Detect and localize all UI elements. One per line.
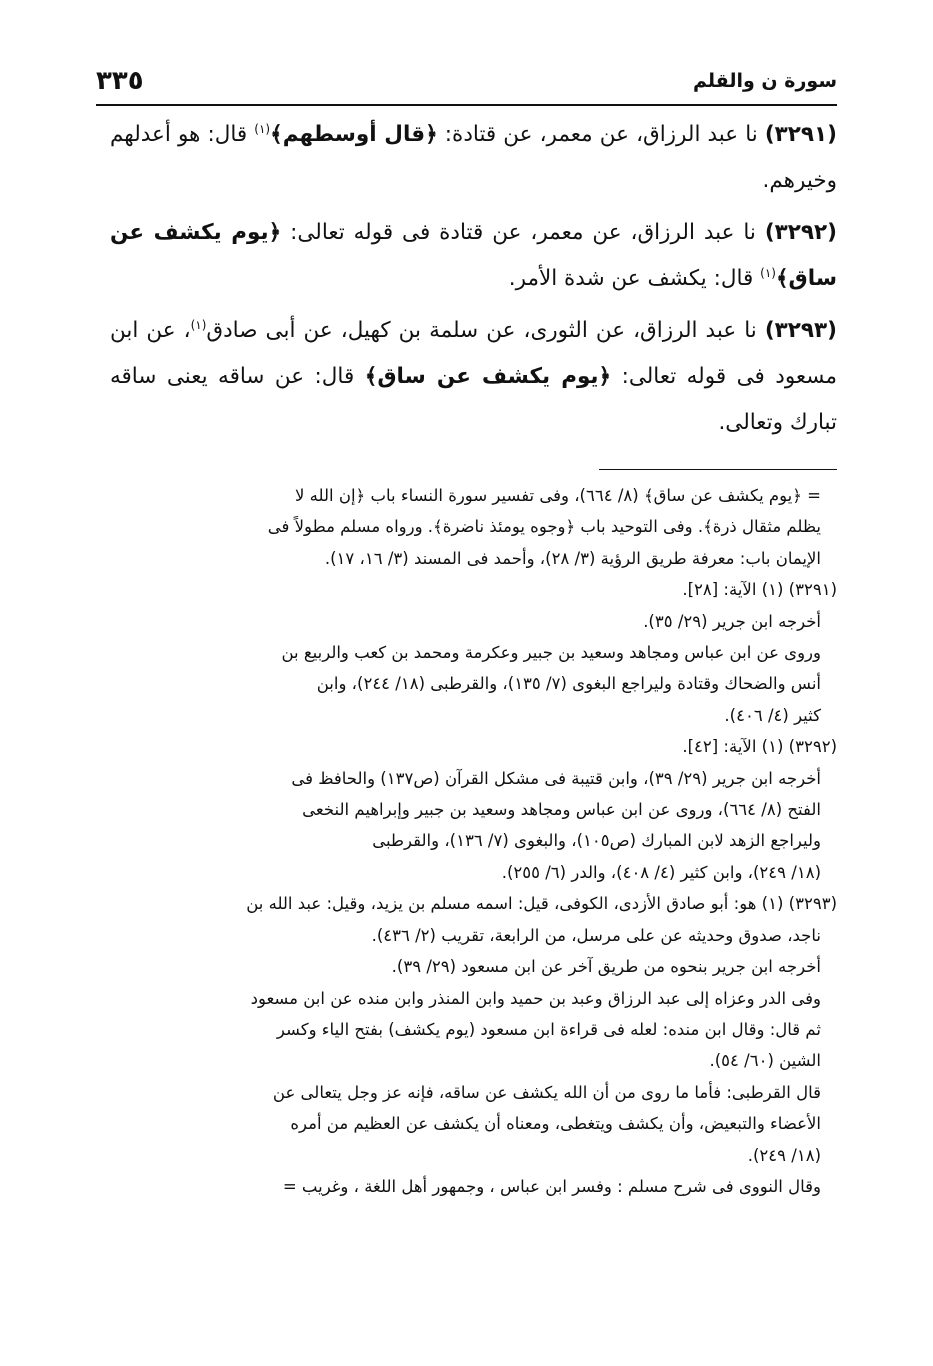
hadith-number: (٣٢٩٢): [764, 220, 837, 245]
hadith-number: (٣٢٩١): [764, 122, 837, 147]
footnote-ref: (١): [760, 265, 776, 280]
footnote-line: أنس والضحاك وقتادة وليراجع البغوى (٧/ ١٣٥)، والقرطبى (١٨/ ٢٤٤)، وابن: [316, 674, 821, 694]
footnote-line: الأعضاء والتبعيض، وأن يكشف ويتغطى، ومعناه أن يكشف عن العظيم من أمره: [290, 1114, 821, 1134]
footnote-line: = ﴿يوم يكشف عن ساق﴾ (٨/ ٦٦٤)، وفى تفسير سورة النساء باب ﴿إن الله لا: [295, 486, 821, 505]
footnote-continuation: [96, 480, 837, 574]
hadith-text: قال: يكشف عن شدة الأمر.: [508, 266, 761, 291]
hadith-text: ، عن ابن مسعود فى قوله تعالى:: [110, 318, 837, 389]
footnote-line: وليراجع الزهد لابن المبارك (ص١٠٥)، والبغوى (٧/ ١٣٦)، والقرطبى: [372, 831, 821, 851]
footnote-body-3292: [96, 763, 837, 889]
hadith-text: قال: هو أعدلهم وخيرهم.: [110, 122, 837, 193]
footnote-line: أخرجه ابن جرير بنحوه من طريق آخر عن ابن مسعود (٢٩/ ٣٩).: [391, 957, 821, 977]
hadith-text: نا عبد الرزاق، عن معمر، عن قتادة:: [437, 122, 765, 147]
main-text: [110, 112, 837, 452]
hadith-text: قال: عن ساقه يعنى ساقه تبارك وتعالى.: [110, 364, 837, 435]
footnote-line: يظلم مثقال ذرة﴾. وفى التوحيد باب ﴿وجوه يومئذ ناضرة﴾. ورواه مسلم مطولاً فى: [267, 517, 821, 537]
footnote-line: الشين (٦٠/ ٥٤).: [709, 1051, 821, 1071]
footnote-line: وفى الدر وعزاه إلى عبد الرزاق وعبد بن حميد وابن المنذر وابن منده عن ابن مسعود: [250, 988, 821, 1008]
quran-quote: ﴿يوم يكشف عن ساق﴾: [110, 220, 837, 291]
footnote-line: أخرجه ابن جرير (٢٩/ ٣٩)، وابن قتيبة فى مشكل القرآن (ص١٣٧) والحافظ فى: [291, 768, 821, 788]
header-rule: [96, 104, 837, 106]
footnote-line: قال القرطبى: فأما ما روى من أن الله يكشف عن ساقه، فإنه عز وجل يتعالى عن: [272, 1082, 821, 1102]
footnote-ref: (١): [190, 317, 207, 332]
footnote-body-3291: [96, 606, 837, 732]
quran-quote: ﴿يوم يكشف عن ساق﴾: [364, 364, 612, 389]
hadith-text: نا عبد الرزاق، عن الثورى، عن سلمة بن كهيل، عن أبى صادق: [206, 318, 765, 343]
footnote-line: ثم قال: وقال ابن منده: لعله فى قراءة ابن مسعود (يوم يكشف) بفتح الياء وكسر: [276, 1019, 821, 1039]
hadith-3293: [110, 308, 837, 446]
footnote-line: كثير (٤/ ٤٠٦).: [724, 705, 821, 725]
footnote-line: (١٨/ ٢٤٩)، وابن كثير (٤/ ٤٠٨)، والدر (٦/ ٢٥٥).: [501, 862, 821, 882]
hadith-number: (٣٢٩٣): [764, 318, 837, 343]
footnote-heading-3292: (٣٢٩٢) (١) الآية: [٤٢].: [682, 737, 837, 757]
running-header: [96, 62, 837, 102]
footnotes: [96, 480, 837, 1202]
hadith-3291: [110, 112, 837, 204]
footnote-body-3293: [96, 920, 837, 1203]
quran-quote: ﴿قال أوسطهم﴾: [270, 122, 438, 147]
footnote-line: الفتح (٨/ ٦٦٤)، وروى عن ابن عباس ومجاهد وسعيد بن جبير وإبراهيم النخعى: [302, 800, 821, 820]
footnote-line: وروى عن ابن عباس ومجاهد وسعيد بن جبير وعكرمة ومحمد بن كعب والربيع بن: [281, 643, 821, 663]
page-number: ٣٣٥: [96, 66, 144, 96]
footnote-line: أخرجه ابن جرير (٢٩/ ٣٥).: [643, 611, 821, 631]
footnote-line: وقال النووى فى شرح مسلم : وفسر ابن عباس ، وجمهور أهل اللغة ، وغريب =: [282, 1176, 821, 1196]
footnote-heading-3291: (٣٢٩١) (١) الآية: [٢٨].: [682, 580, 837, 600]
footnote-heading-3293: (٣٢٩٣) (١) هو: أبو صادق الأزدى، الكوفى، قيل: اسمه مسلم بن يزيد، وقيل: عبد الله بن: [246, 894, 837, 914]
footnote-rule: [599, 469, 837, 470]
footnote-line: (١٨/ ٢٤٩).: [747, 1145, 821, 1165]
footnote-line: الإيمان باب: معرفة طريق الرؤية (٣/ ٢٨)، وأحمد فى المسند (٣/ ١٦، ١٧).: [324, 548, 821, 568]
hadith-3292: [110, 210, 837, 302]
surah-title: سورة ن والقلم: [693, 70, 837, 92]
hadith-text: نا عبد الرزاق، عن معمر، عن قتادة فى قوله تعالى:: [281, 220, 765, 245]
footnote-ref: (١): [254, 121, 271, 136]
footnote-line: ناجد، صدوق وحديثه عن على مرسل، من الرابعة، تقريب (٢/ ٤٣٦).: [371, 925, 821, 945]
